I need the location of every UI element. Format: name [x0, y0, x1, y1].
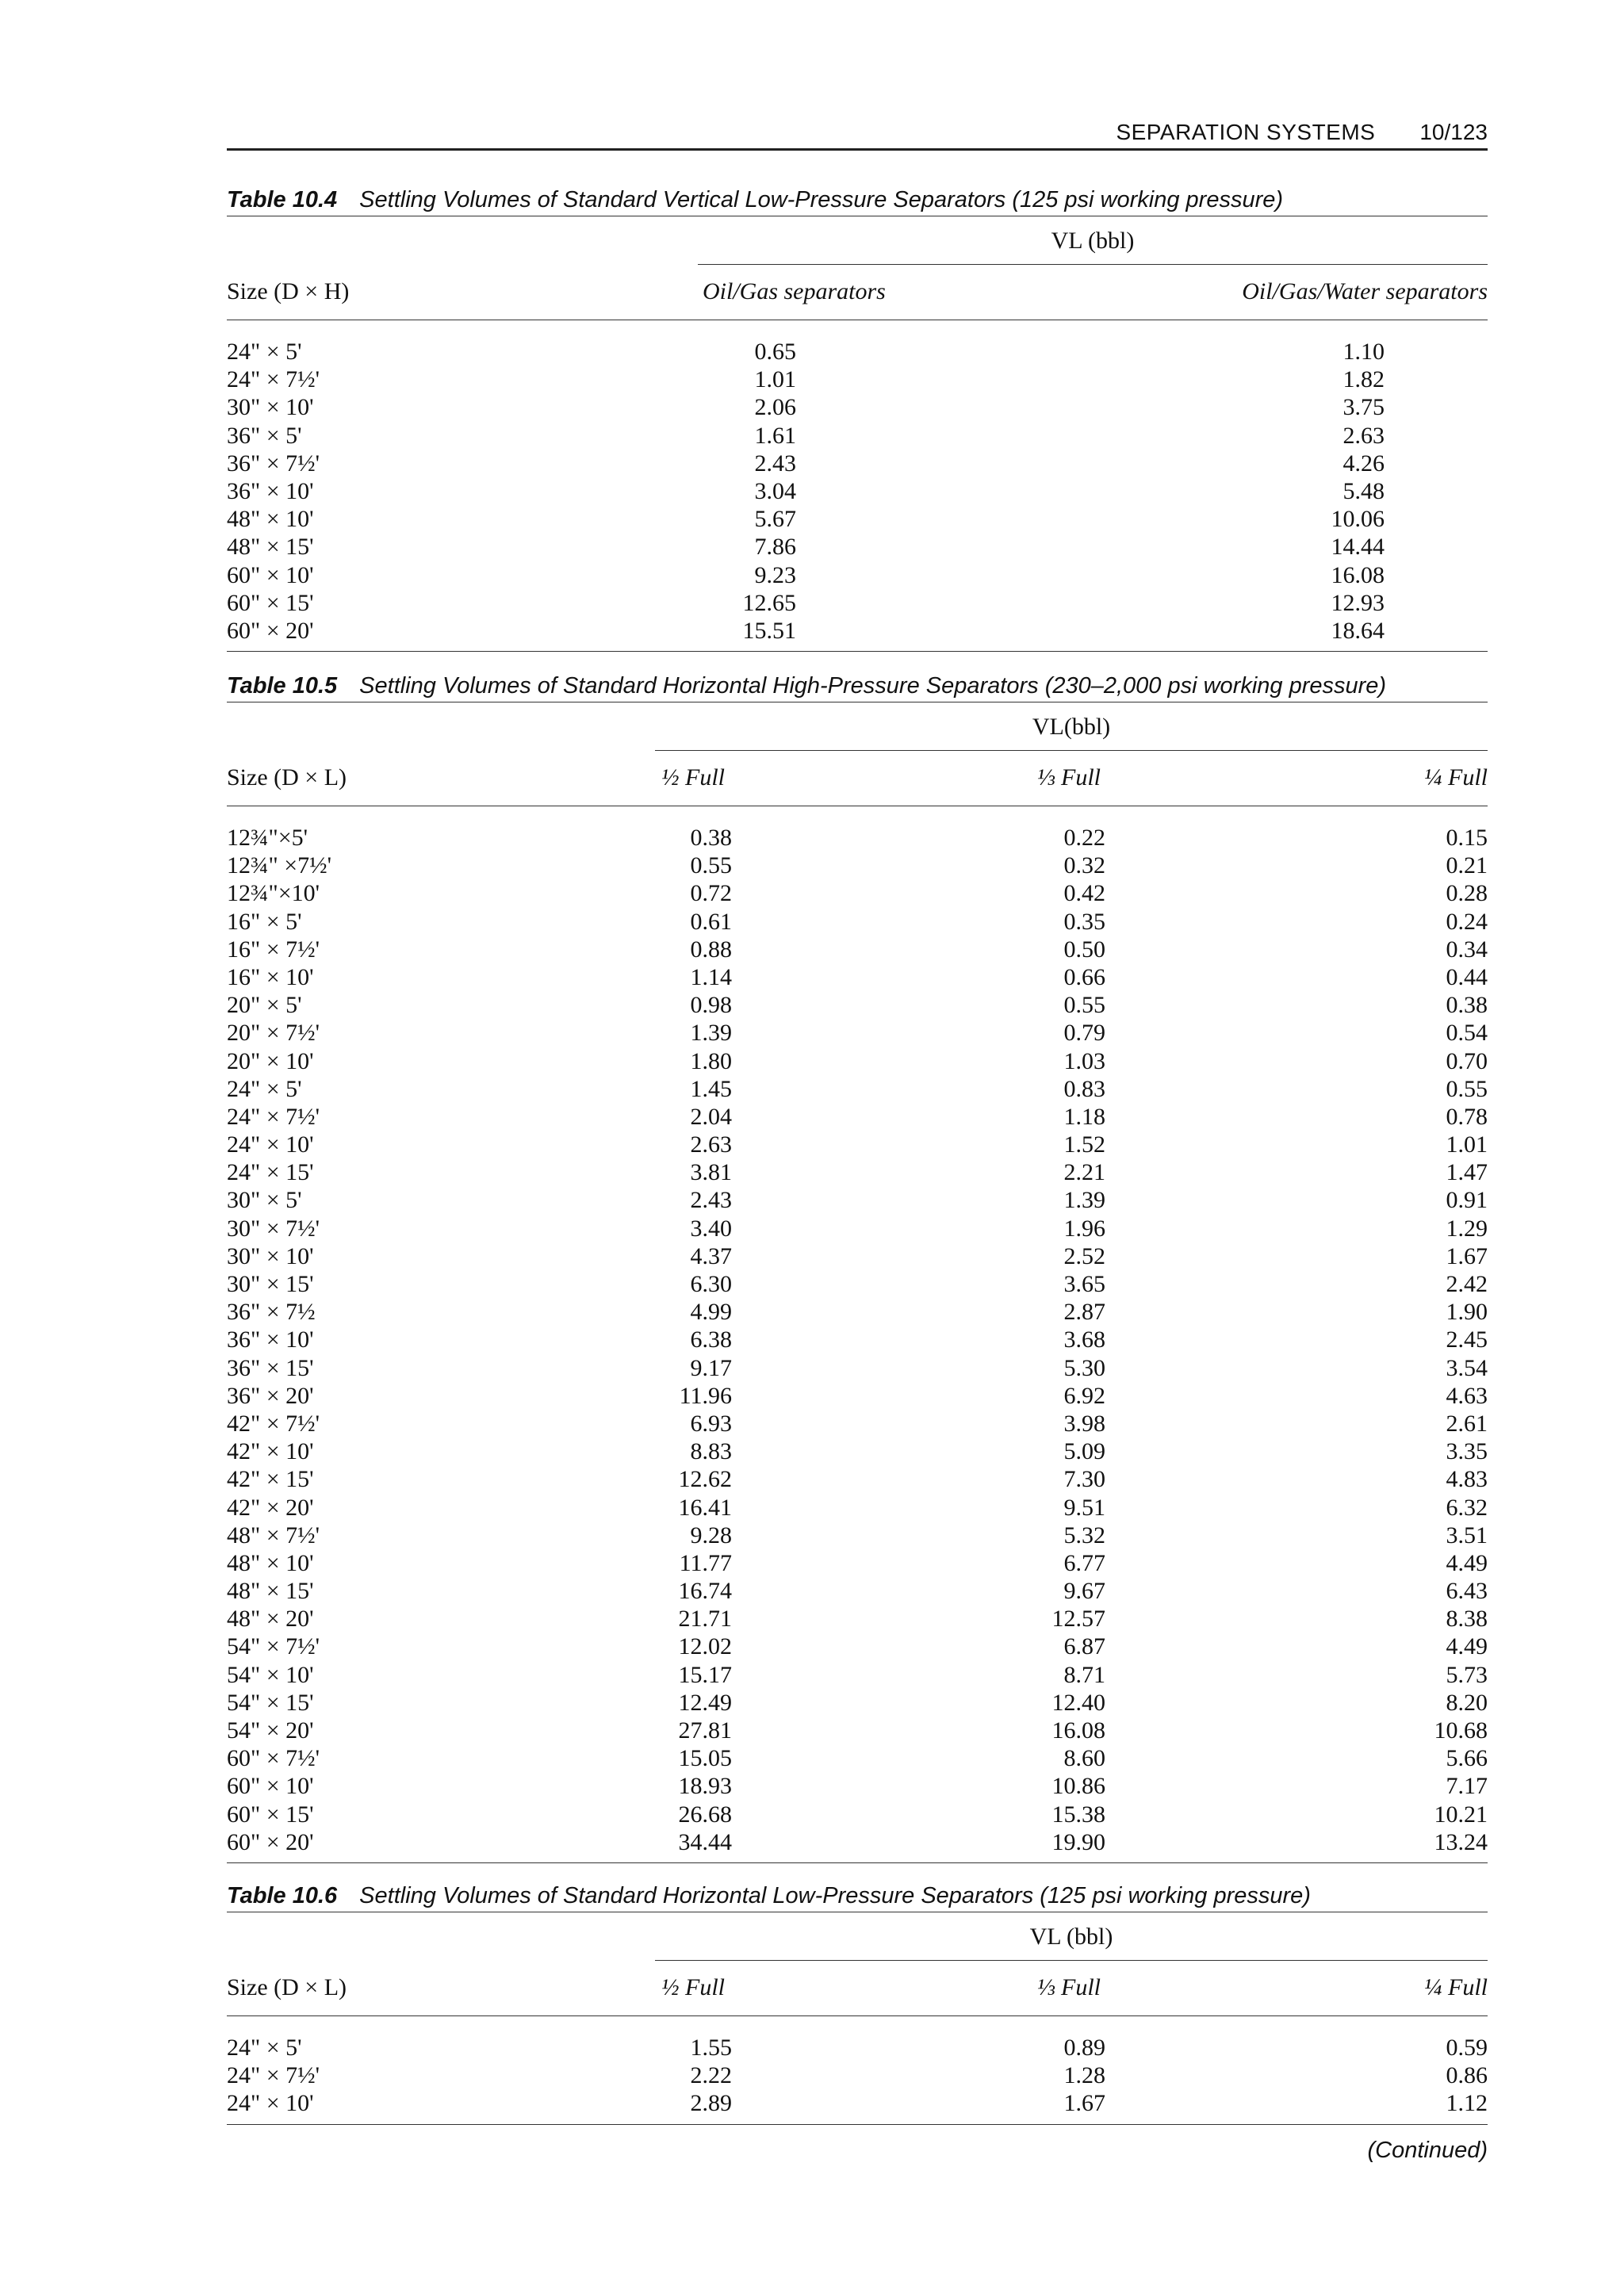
table-row [227, 1772, 1488, 1800]
size-cell: 16" × 5' [227, 908, 302, 935]
value-cell: 27.81 [678, 1717, 732, 1744]
value-cell: 13.24 [1434, 1828, 1488, 1855]
value-cell: 18.64 [1331, 617, 1385, 644]
value-cell: 15.17 [678, 1661, 732, 1688]
size-cell: 48" × 15' [227, 1578, 314, 1605]
table-row [227, 505, 1488, 533]
table-body [227, 320, 1488, 652]
value-cell: 8.38 [1446, 1606, 1488, 1633]
col-header-half-full: ½ Full [661, 764, 725, 790]
value-cell: 26.68 [678, 1801, 732, 1828]
table-row [227, 1158, 1488, 1186]
value-cell: 0.55 [690, 852, 732, 879]
column-headers [227, 1962, 1488, 2016]
value-cell: 12.65 [742, 589, 796, 616]
col-header-third-full: ⅓ Full [1037, 764, 1101, 790]
size-cell: 48" × 15' [227, 534, 314, 561]
table-row [227, 561, 1488, 589]
value-cell: 0.86 [1446, 2062, 1488, 2089]
table-body [227, 2016, 1488, 2125]
value-cell: 2.04 [690, 1103, 732, 1130]
value-cell: 16.74 [678, 1578, 732, 1605]
value-cell: 10.06 [1331, 506, 1385, 533]
value-cell: 0.55 [1446, 1075, 1488, 1102]
value-cell: 8.71 [1063, 1661, 1105, 1688]
value-cell: 10.68 [1434, 1717, 1488, 1744]
size-cell: 48" × 7½' [227, 1522, 320, 1548]
value-cell: 9.23 [754, 561, 796, 588]
size-cell: 30" × 10' [227, 1242, 314, 1269]
size-cell: 16" × 7½' [227, 936, 320, 963]
value-cell: 5.48 [1342, 477, 1385, 504]
value-cell: 5.66 [1446, 1745, 1488, 1772]
table-row [227, 589, 1488, 617]
value-cell: 3.75 [1342, 394, 1385, 421]
table-number: Table 10.6 [227, 1883, 338, 1908]
value-cell: 2.63 [690, 1131, 732, 1158]
value-cell: 5.30 [1063, 1354, 1105, 1381]
table-row [227, 1633, 1488, 1660]
table-row [227, 1270, 1488, 1298]
col-header-half-full: ½ Full [661, 1974, 725, 2000]
size-cell: 30" × 5' [227, 1187, 302, 1214]
value-cell: 6.93 [690, 1410, 732, 1437]
table-row [227, 1019, 1488, 1047]
table-row [227, 1242, 1488, 1270]
size-cell: 36" × 5' [227, 422, 302, 449]
value-cell: 1.39 [690, 1020, 732, 1047]
table-row [227, 1075, 1488, 1103]
value-cell: 12.40 [1051, 1689, 1105, 1716]
value-cell: 4.99 [690, 1299, 732, 1326]
size-cell: 36" × 15' [227, 1354, 314, 1381]
size-cell: 36" × 10' [227, 477, 314, 504]
size-cell: 48" × 20' [227, 1606, 314, 1633]
value-cell: 5.67 [754, 506, 796, 533]
table-row [227, 936, 1488, 963]
value-cell: 0.65 [754, 339, 796, 365]
group-label: VL (bbl) [655, 1912, 1488, 1961]
col-header-quarter-full: ¼ Full [1424, 1974, 1488, 2000]
col-header-third-full: ⅓ Full [1037, 1974, 1101, 2000]
value-cell: 1.18 [1063, 1103, 1105, 1130]
table-row [227, 1605, 1488, 1633]
value-cell: 3.51 [1446, 1522, 1488, 1548]
size-cell: 24" × 5' [227, 2035, 302, 2061]
value-cell: 2.87 [1063, 1299, 1105, 1326]
value-cell: 4.49 [1446, 1633, 1488, 1660]
table-row [227, 1577, 1488, 1605]
size-cell: 24" × 7½' [227, 2062, 320, 2089]
table-number: Table 10.5 [227, 673, 338, 699]
table-row [227, 1494, 1488, 1522]
size-cell: 30" × 10' [227, 394, 314, 421]
value-cell: 2.52 [1063, 1242, 1105, 1269]
value-cell: 0.44 [1446, 963, 1488, 990]
value-cell: 2.21 [1063, 1159, 1105, 1186]
table-10-4 [227, 184, 1488, 652]
value-cell: 6.43 [1446, 1578, 1488, 1605]
table-row [227, 1326, 1488, 1353]
value-cell: 7.30 [1063, 1466, 1105, 1493]
size-cell: 48" × 10' [227, 506, 314, 533]
value-cell: 2.22 [690, 2062, 732, 2089]
size-cell: 12¾"×5' [227, 825, 308, 851]
value-cell: 2.61 [1446, 1410, 1488, 1437]
value-cell: 7.86 [754, 534, 796, 561]
value-cell: 0.91 [1446, 1187, 1488, 1214]
size-cell: 24" × 7½' [227, 1103, 320, 1130]
section-title: SEPARATION SYSTEMS [1116, 120, 1376, 144]
value-cell: 8.20 [1446, 1689, 1488, 1716]
value-cell: 0.21 [1446, 852, 1488, 879]
value-cell: 11.96 [679, 1382, 732, 1409]
value-cell: 12.49 [678, 1689, 732, 1716]
col-header-quarter-full: ¼ Full [1424, 764, 1488, 790]
value-cell: 14.44 [1331, 534, 1385, 561]
size-cell: 42" × 20' [227, 1494, 314, 1521]
table-caption [227, 1880, 1488, 1912]
value-cell: 1.90 [1446, 1299, 1488, 1326]
value-cell: 1.82 [1342, 366, 1385, 393]
table-row [227, 879, 1488, 907]
value-cell: 7.17 [1446, 1773, 1488, 1800]
table-row [227, 963, 1488, 991]
table-row [227, 1465, 1488, 1493]
stub-header: Size (D × L) [227, 1974, 347, 2000]
value-cell: 3.65 [1063, 1271, 1105, 1297]
value-cell: 2.89 [690, 2090, 732, 2117]
group-label: VL(bbl) [655, 702, 1488, 751]
col-header-oil-gas-water: Oil/Gas/Water separators [1242, 278, 1488, 304]
table-row [227, 2089, 1488, 2117]
value-cell: 0.89 [1063, 2035, 1105, 2061]
size-cell: 60" × 15' [227, 589, 314, 616]
size-cell: 36" × 7½' [227, 450, 320, 477]
size-cell: 36" × 20' [227, 1382, 314, 1409]
value-cell: 0.32 [1063, 852, 1105, 879]
value-cell: 2.63 [1342, 422, 1385, 449]
value-cell: 5.09 [1063, 1438, 1105, 1465]
size-cell: 20" × 5' [227, 992, 302, 1019]
table-row [227, 1410, 1488, 1437]
table-row [227, 1047, 1488, 1075]
size-cell: 42" × 10' [227, 1438, 314, 1465]
value-cell: 6.38 [690, 1326, 732, 1353]
table-row [227, 1744, 1488, 1772]
table-row [227, 1522, 1488, 1549]
value-cell: 1.96 [1063, 1215, 1105, 1242]
size-cell: 30" × 7½' [227, 1215, 320, 1242]
value-cell: 3.81 [690, 1159, 732, 1186]
size-cell: 54" × 10' [227, 1661, 314, 1688]
value-cell: 1.80 [690, 1047, 732, 1074]
value-cell: 2.06 [754, 394, 796, 421]
size-cell: 36" × 7½ [227, 1299, 316, 1326]
value-cell: 0.42 [1063, 880, 1105, 907]
value-cell: 6.77 [1063, 1549, 1105, 1576]
table-row [227, 1717, 1488, 1744]
table-number: Table 10.4 [227, 187, 338, 212]
size-cell: 42" × 15' [227, 1466, 314, 1493]
table-row [227, 338, 1488, 366]
value-cell: 1.67 [1063, 2090, 1105, 2117]
table-caption [227, 184, 1488, 216]
value-cell: 1.55 [690, 2035, 732, 2061]
table-10-5 [227, 670, 1488, 1863]
value-cell: 1.01 [754, 366, 796, 393]
table-row [227, 852, 1488, 879]
table-row [227, 477, 1488, 505]
value-cell: 0.54 [1446, 1020, 1488, 1047]
value-cell: 6.87 [1063, 1633, 1105, 1660]
value-cell: 1.39 [1063, 1187, 1105, 1214]
value-cell: 0.38 [690, 825, 732, 851]
table-row [227, 1437, 1488, 1465]
value-cell: 15.38 [1051, 1801, 1105, 1828]
value-cell: 0.98 [690, 992, 732, 1019]
value-cell: 16.41 [678, 1494, 732, 1521]
size-cell: 48" × 10' [227, 1549, 314, 1576]
size-cell: 60" × 10' [227, 561, 314, 588]
value-cell: 0.88 [690, 936, 732, 963]
value-cell: 12.02 [678, 1633, 732, 1660]
size-cell: 20" × 10' [227, 1047, 314, 1074]
table-row [227, 1382, 1488, 1410]
column-group-header [227, 1912, 1488, 1962]
table-10-6 [227, 1880, 1488, 2125]
value-cell: 10.86 [1051, 1773, 1105, 1800]
value-cell: 5.32 [1063, 1522, 1105, 1548]
size-cell: 24" × 7½' [227, 366, 320, 393]
size-cell: 54" × 7½' [227, 1633, 320, 1660]
value-cell: 4.26 [1342, 450, 1385, 477]
table-row [227, 1801, 1488, 1828]
column-headers [227, 266, 1488, 320]
value-cell: 1.45 [690, 1075, 732, 1102]
value-cell: 2.42 [1446, 1271, 1488, 1297]
value-cell: 21.71 [678, 1606, 732, 1633]
value-cell: 5.73 [1446, 1661, 1488, 1688]
size-cell: 30" × 15' [227, 1271, 314, 1297]
value-cell: 0.79 [1063, 1020, 1105, 1047]
value-cell: 9.51 [1063, 1494, 1105, 1521]
value-cell: 3.40 [690, 1215, 732, 1242]
value-cell: 1.47 [1446, 1159, 1488, 1186]
table-row [227, 1186, 1488, 1214]
table-caption [227, 670, 1488, 702]
size-cell: 54" × 15' [227, 1689, 314, 1716]
value-cell: 0.24 [1446, 908, 1488, 935]
value-cell: 0.59 [1446, 2035, 1488, 2061]
value-cell: 3.98 [1063, 1410, 1105, 1437]
value-cell: 2.43 [690, 1187, 732, 1214]
value-cell: 15.05 [678, 1745, 732, 1772]
value-cell: 8.60 [1063, 1745, 1105, 1772]
table-row [227, 366, 1488, 393]
value-cell: 3.35 [1446, 1438, 1488, 1465]
table-row [227, 1103, 1488, 1131]
table-title: Settling Volumes of Standard Vertical Low-Pressure Separators (125 psi working pressure) [359, 187, 1284, 212]
value-cell: 4.37 [690, 1242, 732, 1269]
table-row [227, 1298, 1488, 1326]
value-cell: 1.29 [1446, 1215, 1488, 1242]
column-group-header [227, 702, 1488, 752]
value-cell: 16.08 [1331, 561, 1385, 588]
value-cell: 2.45 [1446, 1326, 1488, 1353]
value-cell: 4.49 [1446, 1549, 1488, 1576]
value-cell: 12.93 [1331, 589, 1385, 616]
size-cell: 12¾" ×7½' [227, 852, 332, 879]
value-cell: 9.28 [690, 1522, 732, 1548]
column-group-header [227, 216, 1488, 266]
value-cell: 3.04 [754, 477, 796, 504]
value-cell: 1.52 [1063, 1131, 1105, 1158]
size-cell: 60" × 20' [227, 1828, 314, 1855]
table-row [227, 2034, 1488, 2061]
value-cell: 4.83 [1446, 1466, 1488, 1493]
value-cell: 1.61 [754, 422, 796, 449]
value-cell: 1.67 [1446, 1242, 1488, 1269]
value-cell: 0.28 [1446, 880, 1488, 907]
value-cell: 1.01 [1446, 1131, 1488, 1158]
value-cell: 0.72 [690, 880, 732, 907]
value-cell: 0.66 [1063, 963, 1105, 990]
table-row [227, 1828, 1488, 1856]
value-cell: 10.21 [1434, 1801, 1488, 1828]
value-cell: 0.83 [1063, 1075, 1105, 1102]
value-cell: 8.83 [690, 1438, 732, 1465]
stub-header: Size (D × L) [227, 764, 347, 790]
table-title: Settling Volumes of Standard Horizontal High-Pressure Separators (230–2,000 psi working pressure) [359, 673, 1387, 699]
value-cell: 1.12 [1446, 2090, 1488, 2117]
col-header-oil-gas: Oil/Gas separators [703, 278, 886, 304]
table-row [227, 1689, 1488, 1717]
page-number: 10/123 [1419, 120, 1488, 144]
value-cell: 0.70 [1446, 1047, 1488, 1074]
value-cell: 18.93 [678, 1773, 732, 1800]
value-cell: 34.44 [678, 1828, 732, 1855]
value-cell: 3.54 [1446, 1354, 1488, 1381]
value-cell: 15.51 [742, 617, 796, 644]
size-cell: 24" × 5' [227, 339, 302, 365]
table-row [227, 617, 1488, 645]
value-cell: 0.55 [1063, 992, 1105, 1019]
table-row [227, 533, 1488, 561]
value-cell: 0.38 [1446, 992, 1488, 1019]
value-cell: 12.57 [1051, 1606, 1105, 1633]
value-cell: 6.92 [1063, 1382, 1105, 1409]
value-cell: 1.28 [1063, 2062, 1105, 2089]
size-cell: 60" × 7½' [227, 1745, 320, 1772]
continued-note: (Continued) [1367, 2138, 1488, 2163]
size-cell: 60" × 20' [227, 617, 314, 644]
table-row [227, 908, 1488, 936]
value-cell: 0.15 [1446, 825, 1488, 851]
value-cell: 19.90 [1051, 1828, 1105, 1855]
size-cell: 16" × 10' [227, 963, 314, 990]
table-row [227, 2061, 1488, 2089]
table-row [227, 991, 1488, 1019]
value-cell: 1.03 [1063, 1047, 1105, 1074]
size-cell: 24" × 10' [227, 1131, 314, 1158]
value-cell: 0.35 [1063, 908, 1105, 935]
size-cell: 60" × 15' [227, 1801, 314, 1828]
table-body [227, 806, 1488, 1863]
size-cell: 12¾"×10' [227, 880, 320, 907]
value-cell: 6.32 [1446, 1494, 1488, 1521]
value-cell: 6.30 [690, 1271, 732, 1297]
size-cell: 36" × 10' [227, 1326, 314, 1353]
table-row [227, 1131, 1488, 1158]
table-row [227, 1215, 1488, 1242]
table-row [227, 1549, 1488, 1577]
table-row [227, 393, 1488, 421]
size-cell: 60" × 10' [227, 1773, 314, 1800]
value-cell: 11.77 [679, 1549, 732, 1576]
value-cell: 16.08 [1051, 1717, 1105, 1744]
column-headers [227, 752, 1488, 806]
table-title: Settling Volumes of Standard Horizontal Low-Pressure Separators (125 psi working pressure) [359, 1883, 1311, 1908]
group-label: VL (bbl) [698, 216, 1488, 265]
value-cell: 1.10 [1342, 339, 1385, 365]
size-cell: 54" × 20' [227, 1717, 314, 1744]
value-cell: 9.67 [1063, 1578, 1105, 1605]
value-cell: 2.43 [754, 450, 796, 477]
value-cell: 0.61 [690, 908, 732, 935]
value-cell: 12.62 [678, 1466, 732, 1493]
table-row [227, 422, 1488, 450]
value-cell: 3.68 [1063, 1326, 1105, 1353]
value-cell: 9.17 [690, 1354, 732, 1381]
table-row [227, 824, 1488, 852]
size-cell: 24" × 5' [227, 1075, 302, 1102]
value-cell: 0.34 [1446, 936, 1488, 963]
table-row [227, 1354, 1488, 1382]
value-cell: 0.22 [1063, 825, 1105, 851]
size-cell: 24" × 10' [227, 2090, 314, 2117]
value-cell: 0.50 [1063, 936, 1105, 963]
value-cell: 0.78 [1446, 1103, 1488, 1130]
size-cell: 20" × 7½' [227, 1020, 320, 1047]
size-cell: 24" × 15' [227, 1159, 314, 1186]
table-row [227, 450, 1488, 477]
table-row [227, 1661, 1488, 1689]
running-head [227, 119, 1488, 151]
value-cell: 1.14 [690, 963, 732, 990]
size-cell: 42" × 7½' [227, 1410, 320, 1437]
value-cell: 4.63 [1446, 1382, 1488, 1409]
stub-header: Size (D × H) [227, 278, 350, 304]
